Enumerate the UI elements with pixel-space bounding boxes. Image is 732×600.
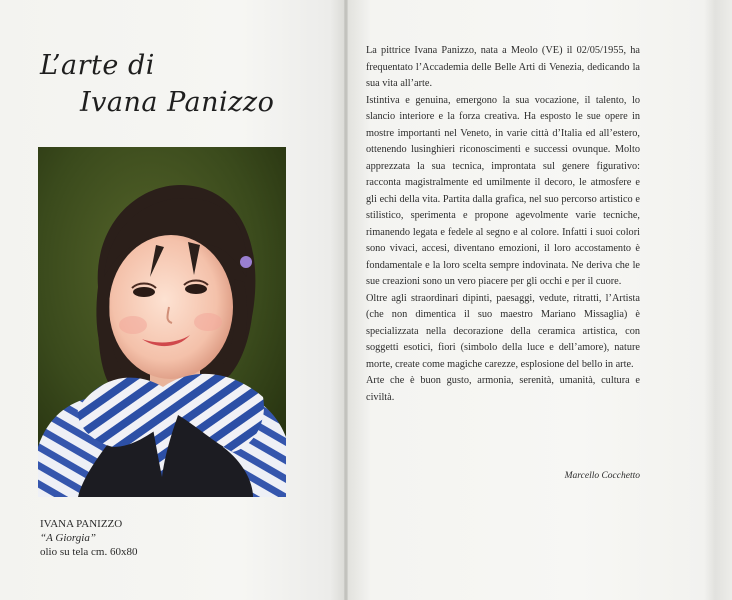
caption-artist: IVANA PANIZZO	[40, 518, 123, 530]
paragraph-2: Istintiva e genuina, emergono la sua vocazione, il talento, lo slancio interiore e la forza creativa. Ha esposto le sue opere in mostre importanti nel Veneto, in varie città d’Italia ed all’estero, ottenendo lusinghieri riconoscimenti e successi ovunque. Molto apprezzata la sua tecnica, improntata sul genere figurativo: racconta magistralmente ed umilmente il decoro, le atmosfere e gli echi della vita. Partita dalla grafica, nel suo percorso artistico e stilistico, sperimenta e propone agevolmente varie tecniche, rimanendo legata e fedele al segno e al colore. Infatti i suoi colori sono vivaci, accesi, diventano emozioni, il loro accostamento è fondamentale e la loro scelta sempre indovinata. Ne deriva che le sue creazioni sono un vero piacere per gli occhi e per il cuore.	[366, 94, 640, 287]
portrait-painting	[38, 147, 286, 497]
painting-caption	[40, 517, 137, 559]
caption-medium: olio su tela cm. 60x80	[40, 546, 138, 558]
caption-work-title: “A Giorgia”	[40, 532, 96, 544]
title-line-1: L’arte di	[40, 50, 155, 81]
paragraph-1: La pittrice Ivana Panizzo, nata a Meolo (VE) il 02/05/1955, ha frequentato l’Accademia delle Belle Arti di Venezia, dedicando la sua vita all’arte.	[366, 45, 640, 89]
portrait-image	[38, 147, 286, 497]
author-signature: Marcello Cocchetto	[564, 471, 640, 481]
paragraph-3: Oltre agli straordinari dipinti, paesaggi, vedute, ritratti, l’Artista (che non dimentica il suo maestro Mariano Missaglia) è specializzata nella decorazione della ceramica artistica, con soggetti esotici, fiori (simbolo della luce e dell’amore), nature morte, create come magiche carezze, esplosione del bello in arte.	[366, 292, 640, 370]
paragraph-4: Arte che è buon gusto, armonia, serenità, umanità, cultura e civiltà.	[366, 375, 640, 403]
page-title	[40, 50, 330, 118]
page-edge-shadow	[704, 0, 732, 600]
biography-text	[366, 43, 640, 406]
title-line-2: Ivana Panizzo	[80, 87, 275, 118]
